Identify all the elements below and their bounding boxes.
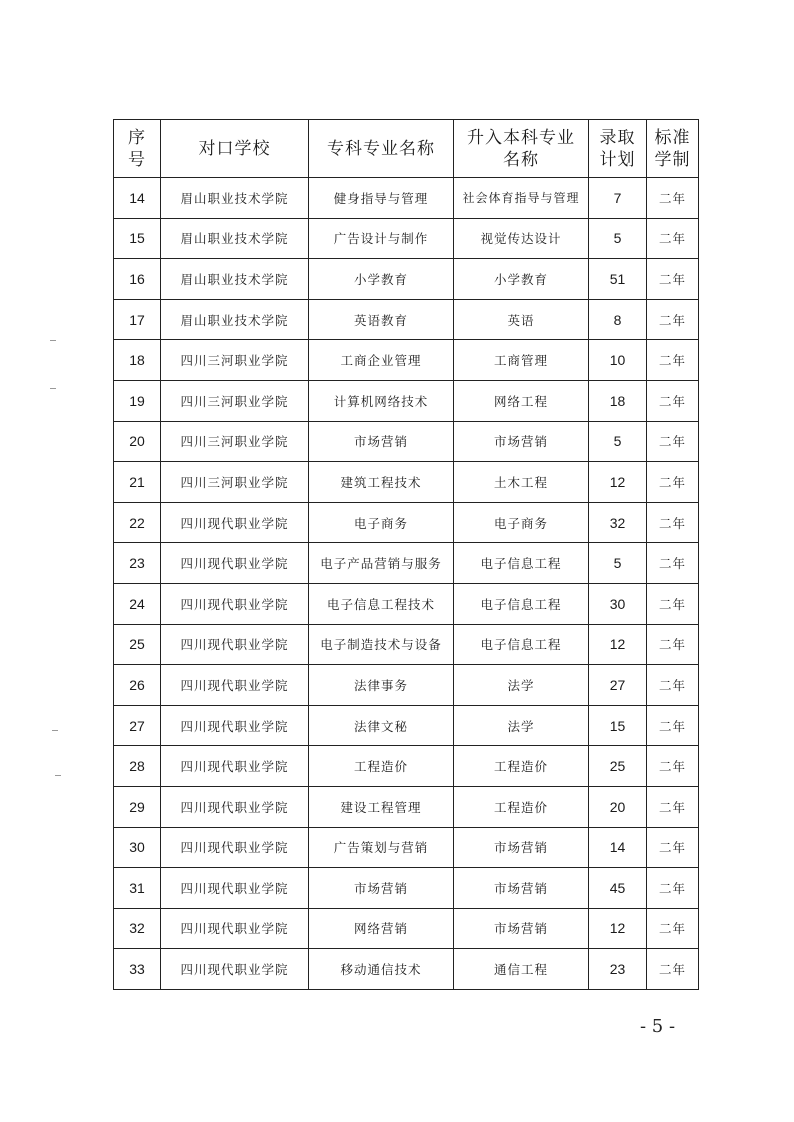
admission-plan-table	[113, 119, 699, 990]
cell-school: 四川现代职业学院	[161, 746, 309, 787]
cell-undergrad-major: 法学	[454, 705, 589, 746]
cell-index: 23	[114, 543, 161, 584]
cell-index: 20	[114, 421, 161, 462]
cell-duration: 二年	[647, 462, 699, 503]
cell-duration: 二年	[647, 299, 699, 340]
cell-duration: 二年	[647, 827, 699, 868]
cell-undergrad-major: 市场营销	[454, 421, 589, 462]
page-number: - 5 -	[640, 1016, 676, 1037]
header-undergrad-major: 升入本科专业 名称	[454, 120, 589, 178]
cell-duration: 二年	[647, 665, 699, 706]
header-quota: 录取 计划	[589, 120, 647, 178]
table-row	[114, 259, 699, 300]
cell-quota: 12	[589, 908, 647, 949]
table-row	[114, 665, 699, 706]
cell-undergrad-major: 电子商务	[454, 502, 589, 543]
scan-speck	[50, 388, 56, 389]
cell-quota: 10	[589, 340, 647, 381]
cell-index: 22	[114, 502, 161, 543]
cell-specialty: 电子产品营销与服务	[309, 543, 454, 584]
cell-index: 21	[114, 462, 161, 503]
cell-index: 33	[114, 949, 161, 990]
cell-index: 17	[114, 299, 161, 340]
cell-school: 四川现代职业学院	[161, 705, 309, 746]
cell-duration: 二年	[647, 259, 699, 300]
cell-quota: 30	[589, 583, 647, 624]
cell-index: 30	[114, 827, 161, 868]
table-row	[114, 543, 699, 584]
cell-specialty: 电子商务	[309, 502, 454, 543]
cell-duration: 二年	[647, 705, 699, 746]
cell-school: 四川现代职业学院	[161, 624, 309, 665]
cell-duration: 二年	[647, 949, 699, 990]
cell-index: 19	[114, 380, 161, 421]
cell-quota: 23	[589, 949, 647, 990]
cell-undergrad-major: 市场营销	[454, 868, 589, 909]
table-row	[114, 949, 699, 990]
cell-quota: 12	[589, 624, 647, 665]
cell-quota: 7	[589, 178, 647, 219]
table-row	[114, 827, 699, 868]
cell-index: 25	[114, 624, 161, 665]
cell-school: 四川现代职业学院	[161, 543, 309, 584]
cell-specialty: 广告策划与营销	[309, 827, 454, 868]
table-row	[114, 624, 699, 665]
table-row	[114, 746, 699, 787]
cell-undergrad-major: 工程造价	[454, 746, 589, 787]
header-specialty: 专科专业名称	[309, 120, 454, 178]
cell-duration: 二年	[647, 624, 699, 665]
cell-undergrad-major: 小学教育	[454, 259, 589, 300]
cell-quota: 25	[589, 746, 647, 787]
cell-quota: 5	[589, 218, 647, 259]
cell-index: 29	[114, 786, 161, 827]
cell-duration: 二年	[647, 583, 699, 624]
cell-specialty: 建设工程管理	[309, 786, 454, 827]
table-row	[114, 502, 699, 543]
table-row	[114, 421, 699, 462]
cell-duration: 二年	[647, 746, 699, 787]
header-duration: 标准 学制	[647, 120, 699, 178]
cell-specialty: 工商企业管理	[309, 340, 454, 381]
cell-index: 18	[114, 340, 161, 381]
cell-school: 四川现代职业学院	[161, 949, 309, 990]
admission-plan-table-container	[113, 119, 698, 990]
cell-quota: 18	[589, 380, 647, 421]
cell-duration: 二年	[647, 178, 699, 219]
cell-school: 眉山职业技术学院	[161, 299, 309, 340]
cell-quota: 32	[589, 502, 647, 543]
table-row	[114, 868, 699, 909]
cell-index: 15	[114, 218, 161, 259]
cell-specialty: 市场营销	[309, 868, 454, 909]
cell-index: 32	[114, 908, 161, 949]
cell-specialty: 建筑工程技术	[309, 462, 454, 503]
cell-specialty: 市场营销	[309, 421, 454, 462]
cell-school: 四川三河职业学院	[161, 462, 309, 503]
cell-school: 四川现代职业学院	[161, 827, 309, 868]
table-row	[114, 786, 699, 827]
cell-school: 四川现代职业学院	[161, 665, 309, 706]
header-school: 对口学校	[161, 120, 309, 178]
cell-duration: 二年	[647, 502, 699, 543]
scan-speck	[55, 775, 61, 776]
table-row	[114, 462, 699, 503]
cell-school: 四川三河职业学院	[161, 421, 309, 462]
cell-undergrad-major: 市场营销	[454, 827, 589, 868]
cell-school: 眉山职业技术学院	[161, 178, 309, 219]
cell-specialty: 工程造价	[309, 746, 454, 787]
cell-specialty: 小学教育	[309, 259, 454, 300]
cell-duration: 二年	[647, 786, 699, 827]
cell-index: 16	[114, 259, 161, 300]
cell-undergrad-major: 电子信息工程	[454, 624, 589, 665]
cell-undergrad-major: 法学	[454, 665, 589, 706]
cell-quota: 45	[589, 868, 647, 909]
table-row	[114, 583, 699, 624]
table-header-row	[114, 120, 699, 178]
table-row	[114, 218, 699, 259]
cell-quota: 27	[589, 665, 647, 706]
cell-specialty: 法律文秘	[309, 705, 454, 746]
table-row	[114, 178, 699, 219]
cell-index: 26	[114, 665, 161, 706]
scan-speck	[50, 340, 56, 341]
cell-undergrad-major: 市场营销	[454, 908, 589, 949]
cell-specialty: 健身指导与管理	[309, 178, 454, 219]
cell-index: 31	[114, 868, 161, 909]
cell-duration: 二年	[647, 380, 699, 421]
table-row	[114, 908, 699, 949]
cell-school: 眉山职业技术学院	[161, 218, 309, 259]
table-row	[114, 705, 699, 746]
cell-quota: 12	[589, 462, 647, 503]
cell-undergrad-major: 通信工程	[454, 949, 589, 990]
cell-school: 四川现代职业学院	[161, 908, 309, 949]
cell-quota: 5	[589, 421, 647, 462]
cell-school: 四川现代职业学院	[161, 502, 309, 543]
cell-duration: 二年	[647, 421, 699, 462]
table-row	[114, 340, 699, 381]
cell-index: 28	[114, 746, 161, 787]
cell-school: 四川现代职业学院	[161, 583, 309, 624]
cell-specialty: 英语教育	[309, 299, 454, 340]
cell-specialty: 广告设计与制作	[309, 218, 454, 259]
cell-specialty: 电子信息工程技术	[309, 583, 454, 624]
cell-specialty: 网络营销	[309, 908, 454, 949]
cell-undergrad-major: 视觉传达设计	[454, 218, 589, 259]
cell-quota: 14	[589, 827, 647, 868]
cell-duration: 二年	[647, 340, 699, 381]
cell-quota: 15	[589, 705, 647, 746]
cell-undergrad-major: 电子信息工程	[454, 583, 589, 624]
cell-undergrad-major: 工程造价	[454, 786, 589, 827]
cell-undergrad-major: 土木工程	[454, 462, 589, 503]
cell-specialty: 移动通信技术	[309, 949, 454, 990]
cell-school: 四川现代职业学院	[161, 868, 309, 909]
scan-speck	[52, 730, 58, 731]
cell-specialty: 电子制造技术与设备	[309, 624, 454, 665]
header-index: 序 号	[114, 120, 161, 178]
cell-undergrad-major: 英语	[454, 299, 589, 340]
cell-index: 24	[114, 583, 161, 624]
cell-undergrad-major: 工商管理	[454, 340, 589, 381]
cell-duration: 二年	[647, 218, 699, 259]
cell-quota: 5	[589, 543, 647, 584]
cell-quota: 51	[589, 259, 647, 300]
cell-duration: 二年	[647, 543, 699, 584]
cell-school: 眉山职业技术学院	[161, 259, 309, 300]
cell-undergrad-major: 电子信息工程	[454, 543, 589, 584]
cell-undergrad-major: 社会体育指导与管理	[454, 178, 589, 219]
cell-specialty: 法律事务	[309, 665, 454, 706]
cell-index: 27	[114, 705, 161, 746]
cell-index: 14	[114, 178, 161, 219]
cell-undergrad-major: 网络工程	[454, 380, 589, 421]
table-row	[114, 299, 699, 340]
table-row	[114, 380, 699, 421]
cell-specialty: 计算机网络技术	[309, 380, 454, 421]
table-body	[114, 178, 699, 990]
cell-school: 四川现代职业学院	[161, 786, 309, 827]
cell-quota: 20	[589, 786, 647, 827]
cell-school: 四川三河职业学院	[161, 380, 309, 421]
cell-duration: 二年	[647, 868, 699, 909]
cell-school: 四川三河职业学院	[161, 340, 309, 381]
cell-quota: 8	[589, 299, 647, 340]
cell-duration: 二年	[647, 908, 699, 949]
